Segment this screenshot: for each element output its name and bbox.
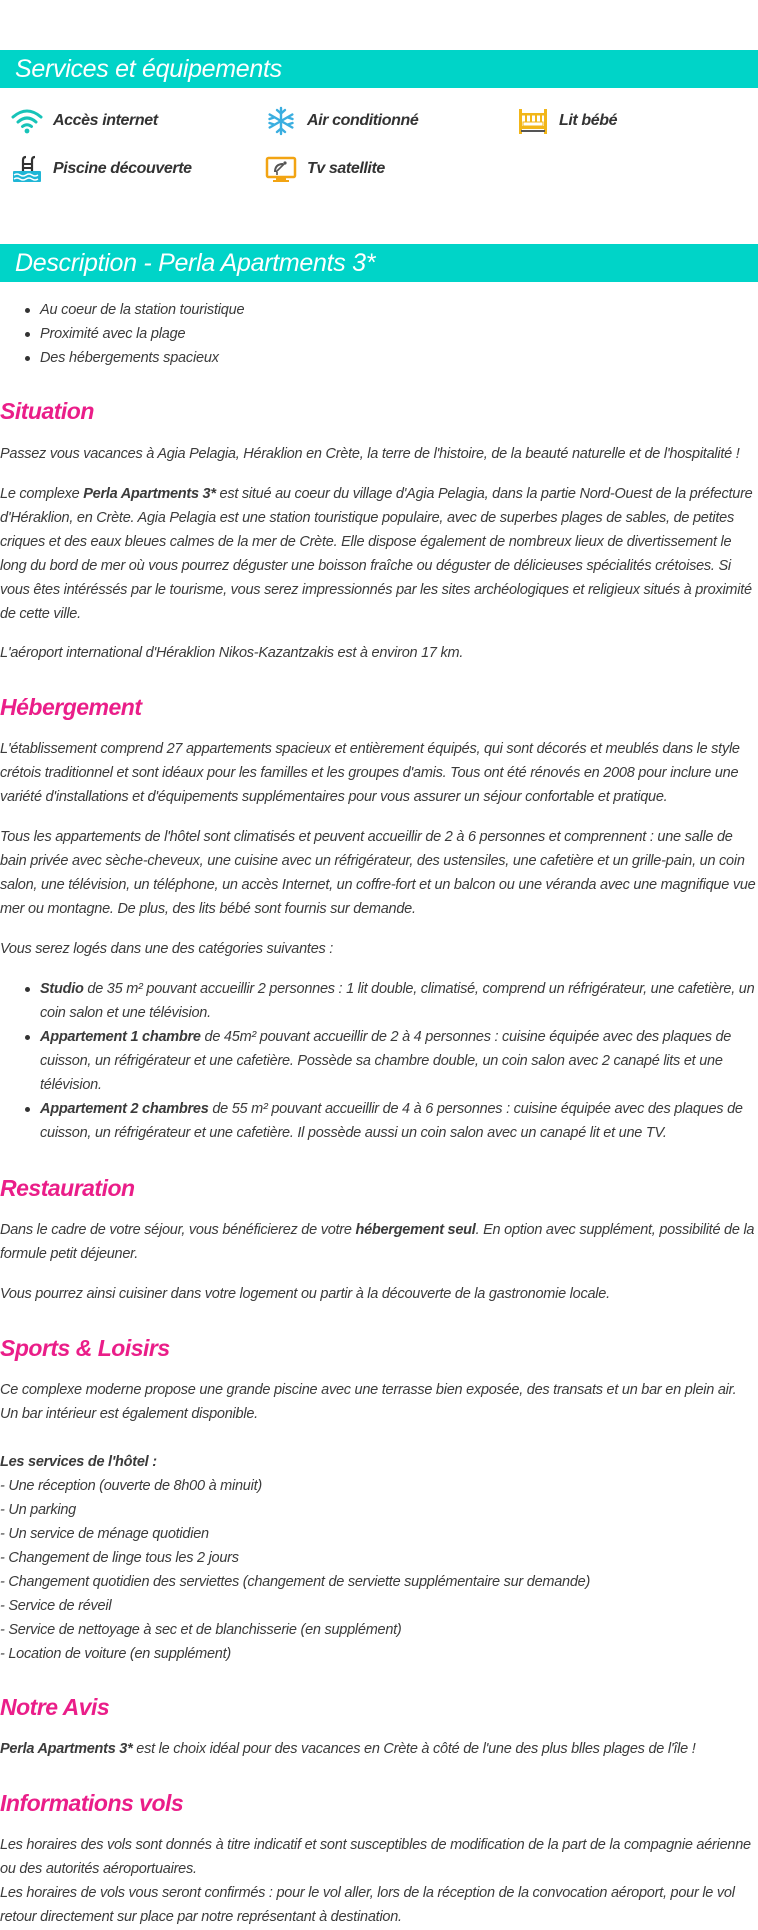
avis-text: Perla Apartments 3* est le choix idéal pour des vacances en Crète à côté de l'une des plus blles plages de l'île ! [0,1741,696,1757]
amenity-label: Piscine découverte [53,160,192,177]
situation-intro: Passez vous vacances à Agia Pelagia, Héraklion en Crète, la terre de l'histoire, de la beauté naturelle et de l'hospitalité ! [0,446,740,462]
restauration-cooking: Vous pourrez ainsi cuisiner dans votre logement ou partir à la découverte de la gastronomie locale. [0,1286,610,1302]
list-item: Des hébergements spacieux [22,346,244,370]
vols-heading: Informations vols [0,1790,184,1816]
baby-crib-icon [516,105,550,137]
restauration-formula: Dans le cadre de votre séjour, vous bénéficierez de votre hébergement seul. En option avec supplément, possibilité de la formule petit déjeuner. [0,1222,755,1262]
list-item: - Un service de ménage quotidien [0,1526,209,1542]
list-item: - Service de nettoyage à sec et de blanchisserie (en supplément) [0,1622,402,1638]
wifi-icon [10,105,44,137]
list-item: - Changement quotidien des serviettes (changement de serviette supplémentaire sur demande) [0,1574,591,1590]
list-item: Au coeur de la station touristique [22,298,244,322]
list-item: - Location de voiture (en supplément) [0,1646,231,1662]
snowflake-icon [264,105,298,137]
amenity-label: Tv satellite [307,160,385,177]
description-header: Description - Perla Apartments 3* [0,244,758,282]
list-item: Appartement 2 chambres de 55 m² pouvant accueillir de 4 à 6 personnes : cuisine équipée avec des plaques de cuisson, un réfrigérateur et une cafetière. Il possède aussi un coin salon avec un canapé lit et une TV. [22,1097,758,1145]
hotel-services-list [0,1450,758,1666]
sports-heading: Sports & Loisirs [0,1335,170,1361]
board-type: hébergement seul [355,1222,476,1238]
list-item: - Changement de linge tous les 2 jours [0,1550,239,1566]
list-item: - Une réception (ouverte de 8h00 à minuit) [0,1478,262,1494]
amenity-label: Air conditionné [307,112,419,129]
vols-disclaimer: Les horaires des vols sont donnés à titre indicatif et sont susceptibles de modification de la part de la compagnie aérienne ou des autorités aéroportuaires. [0,1837,751,1877]
amenity-satellite-tv [264,153,385,185]
avis-heading: Notre Avis [0,1694,110,1720]
hotel-name: Perla Apartments 3* [83,486,216,502]
list-item: Proximité avec la plage [22,322,244,346]
room-categories-list [22,977,758,1145]
situation-heading: Situation [0,398,94,424]
hebergement-intro: L'établissement comprend 27 appartements spacieux et entièrement équipés, qui sont décorés et meublés dans le style crétois traditionnel et sont idéaux pour les familles et les groupes d'amis. Tous ont été rénovés en 2008 pour inclure une variété d'installations et d'équipements supplémentaires pour vous assurer un séjour confortable et pratique. [0,741,740,805]
hotel-services-title: Les services de l'hôtel : [0,1454,157,1470]
satellite-tv-icon [264,153,298,185]
amenity-baby-crib [516,105,617,137]
highlights-list [22,298,244,370]
swimming-pool-icon [10,153,44,185]
services-header: Services et équipements [0,50,758,88]
vols-confirmation: Les horaires de vols vous seront confirmés : pour le vol aller, lors de la réception de la convocation aéroport, pour le vol retour directement sur place par notre représentant à destination. [0,1885,735,1925]
list-item: Studio de 35 m² pouvant accueillir 2 personnes : 1 lit double, climatisé, comprend un réfrigérateur, une cafetière, un coin salon et une télévision. [22,977,758,1025]
airport-info: L'aéroport international d'Héraklion Nikos-Kazantzakis est à environ 17 km. [0,645,464,661]
amenity-label: Accès internet [53,112,158,129]
hotel-name: Perla Apartments 3* [0,1741,133,1757]
situation-description: Le complexe Perla Apartments 3* est situé au coeur du village d'Agia Pelagia, dans la partie Nord-Ouest de la préfecture d'Héraklion, en Crète. Agia Pelagia est une station touristique populaire, avec de superbes plages de sables, de petites criques et des eaux bleues calmes de la mer de Crète. Elle dispose également de nombreux lieux de divertissement le long du bord de mer où vous pourrez déguster une boisson fraîche ou déguster de délicieuses spécialités crétoises. Si vous êtes intéréssés par le tourisme, vous serez impressionnés par les sites archéologiques et religieux situés à proximité de cette ville. [0,486,753,622]
list-item: - Un parking [0,1502,76,1518]
restauration-heading: Restauration [0,1175,135,1201]
hebergement-heading: Hébergement [0,694,142,720]
amenity-air-conditioning [264,105,418,137]
amenity-outdoor-pool [10,153,192,185]
amenity-internet [10,105,158,137]
list-item: - Service de réveil [0,1598,112,1614]
amenity-label: Lit bébé [559,112,618,129]
hebergement-equipment: Tous les appartements de l'hôtel sont climatisés et peuvent accueillir de 2 à 6 personnes et comprennent : une salle de bain privée avec sèche-cheveux, une cuisine avec un réfrigérateur, des ustensiles, une cafetière et un grille-pain, un coin salon, une télévision, un téléphone, un accès Internet, un coffre-fort et un balcon ou une véranda avec une magnifique vue mer ou montagne. De plus, des lits bébé sont fournis sur demande. [0,829,756,917]
sports-description: Ce complexe moderne propose une grande piscine avec une terrasse bien exposée, des transats et un bar en plein air. Un bar intérieur est également disponible. [0,1382,737,1422]
list-item: Appartement 1 chambre de 45m² pouvant accueillir de 2 à 4 personnes : cuisine équipée avec des plaques de cuisson, un réfrigérateur et une cafetière. Possède sa chambre double, un coin salon avec 2 canapé lits et une télévision. [22,1025,758,1097]
hebergement-categories-intro: Vous serez logés dans une des catégories suivantes : [0,941,334,957]
